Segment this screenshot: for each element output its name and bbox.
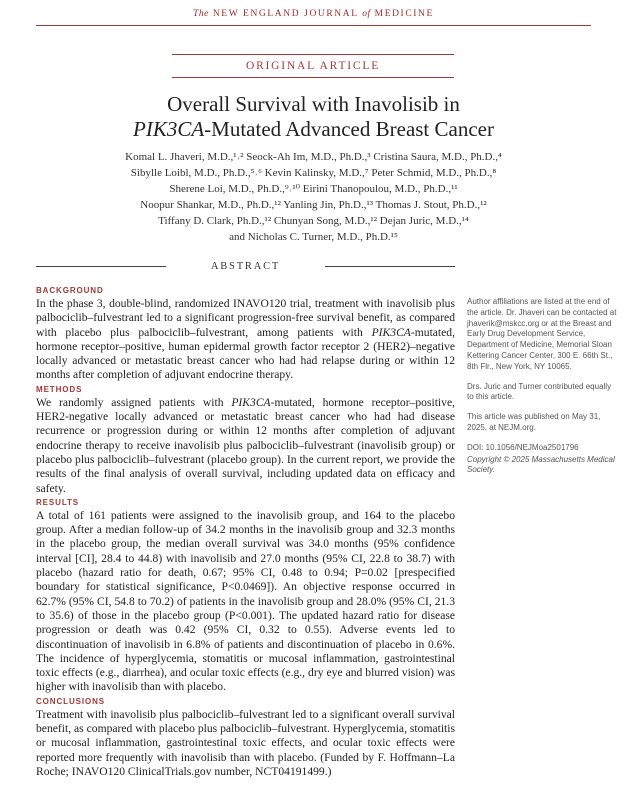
abstract-heading-text: ABSTRACT (210, 261, 281, 272)
methods-gene: PIK3CA (231, 395, 271, 409)
journal-of: of (362, 9, 371, 19)
title-line-2 (0, 117, 627, 142)
article-type-label: ORIGINAL ARTICLE (245, 60, 381, 72)
sidebar-doi: DOI: 10.1056/NEJMoa2501796 (467, 442, 579, 452)
background-text-a: In the phase 3, double-blind, randomized INAVO120 trial, treatment with inavolisib plus palbociclib–fulvestrant led to a significant progression-free survival benefit, as compared with placebo plus palbociclib–fulvestrant, among patients with (36, 297, 455, 339)
article-title (0, 92, 627, 142)
journal-prefix: The (193, 9, 209, 19)
article-type-banner (172, 54, 454, 78)
title-gene: PIK3CA (133, 117, 205, 141)
methods-label: METHODS (36, 384, 83, 394)
abstract-body (36, 284, 455, 780)
author-line: Noopur Shankar, M.D., Ph.D.,¹² Yanling Jin, Ph.D.,¹³ Thomas J. Stout, Ph.D.,¹² (140, 199, 487, 211)
author-list (60, 149, 567, 245)
results-text: A total of 161 patients were assigned to the inavolisib group, and 164 to the placebo group. After a median follow-up of 34.2 months in the inavolisib group and 32.3 months in the placebo group, the median overall survival was 34.0 months (95% confidence interval [CI], 28.4 to 44.8) with inavolisib and 27.0 months (95% CI, 22.8 to 38.7) with placebo (hazard ratio for death, 0.67; 95% CI, 0.48 to 0.94; P=0.02 [prespecified boundary for statistical significance, P<0.0469]). An objective response occurred in 62.7% (95% CI, 54.8 to 70.2) of patients in the inavolisib group and 28.0% (95% CI, 21.3 to 35.6) of those in the placebo group (P<0.001). The updated hazard ratio for disease progression or death was 0.42 (95% CI, 0.32 to 0.55). Adverse events led to discontinuation of inavolisib in 6.8% of patients and discontinuation of placebo in 0.6%. The incidence of hyperglycemia, stomatitis or mucosal inflammation, gastrointestinal toxic effects (e.g., diarrhea), and ocular toxic effects (e.g., dry eye and blurred vision) was higher with inavolisib than with placebo. (36, 508, 455, 694)
methods-text-a: We randomly assigned patients with (36, 395, 232, 409)
author-line: and Nicholas C. Turner, M.D., Ph.D.¹⁵ (229, 231, 398, 243)
sidebar-contributions: Drs. Juric and Turner contributed equally to this article. (467, 381, 612, 402)
journal-name-end: MEDICINE (374, 9, 434, 19)
sidebar-copyright: Copyright © 2025 Massachusetts Medical Society. (467, 454, 615, 475)
author-line: Komal L. Jhaveri, M.D.,¹˒² Seock-Ah Im, M.D., Ph.D.,³ Cristina Saura, M.D., Ph.D.,⁴ (125, 151, 502, 163)
author-line: Tiffany D. Clark, Ph.D.,¹² Chunyan Song, M.D.,¹² Dejan Juric, M.D.,¹⁴ (158, 215, 469, 227)
article-sidebar (467, 297, 619, 485)
results-label: RESULTS (36, 497, 80, 507)
background-gene: PIK3CA (371, 325, 411, 339)
conclusions-label: CONCLUSIONS (36, 696, 106, 706)
abstract-heading (36, 258, 455, 276)
journal-name-main: NEW ENGLAND JOURNAL (212, 9, 359, 19)
sidebar-affiliations: Author affiliations are listed at the end of the article. Dr. Jhaveri can be contacted at jhaverik@mskcc.org or at the Breast and Early Drug Development Service, Department of Medicine, Memorial Sloan Kettering Cancer Center, 300 E. 66th St., 8th Flr., New York, NY 10065. (467, 297, 617, 371)
methods-text-b: -mutated, hormone receptor–positive, HER2-negative locally advanced or metastatic breast cancer who had had disease recurrence or progression during or within 12 months after completion of adjuvant endocrine therapy to receive inavolisib plus palbociclib–fulvestrant (inavolisib group) or placebo plus palbociclib–fulvestrant (placebo group). In the current report, we provide the results of the final analysis of overall survival, including updated data on efficacy and safety. (36, 395, 455, 495)
conclusions-text: Treatment with inavolisib plus palbociclib–fulvestrant led to a significant overall survival benefit, as compared with placebo plus palbociclib–fulvestrant. Hyperglycemia, stomatitis or mucosal inflammation, gastrointestinal toxic effects, and ocular toxic effects were reported more frequently with inavolisib than with placebo. (Funded by F. Hoffmann–La Roche; INAVO120 ClinicalTrials.gov number, NCT04191499.) (36, 707, 455, 778)
background-text-b: -mutated, hormone receptor–positive, human epidermal growth factor receptor 2 (HER2)–negative locally advanced or metastatic breast cancer who had had relapse during or within 12 months after completion of adjuvant endocrine therapy. (36, 325, 455, 382)
background-label: BACKGROUND (36, 286, 104, 295)
title-line-1: Overall Survival with Inavolisib in (167, 92, 460, 116)
author-line: Sherene Loi, M.D., Ph.D.,⁹˒¹⁰ Eirini Thanopoulou, M.D., Ph.D.,¹¹ (169, 183, 458, 195)
methods-text (36, 396, 455, 496)
masthead-rule (36, 25, 591, 26)
sidebar-published: This article was published on May 31, 2025, at NEJM.org. (467, 412, 601, 432)
background-text (36, 297, 455, 383)
journal-masthead (0, 9, 627, 19)
title-line-2-rest: -Mutated Advanced Breast Cancer (204, 117, 494, 141)
author-line: Sibylle Loibl, M.D., Ph.D.,⁵˒⁶ Kevin Kalinsky, M.D.,⁷ Peter Schmid, M.D., Ph.D.,⁸ (130, 167, 497, 179)
